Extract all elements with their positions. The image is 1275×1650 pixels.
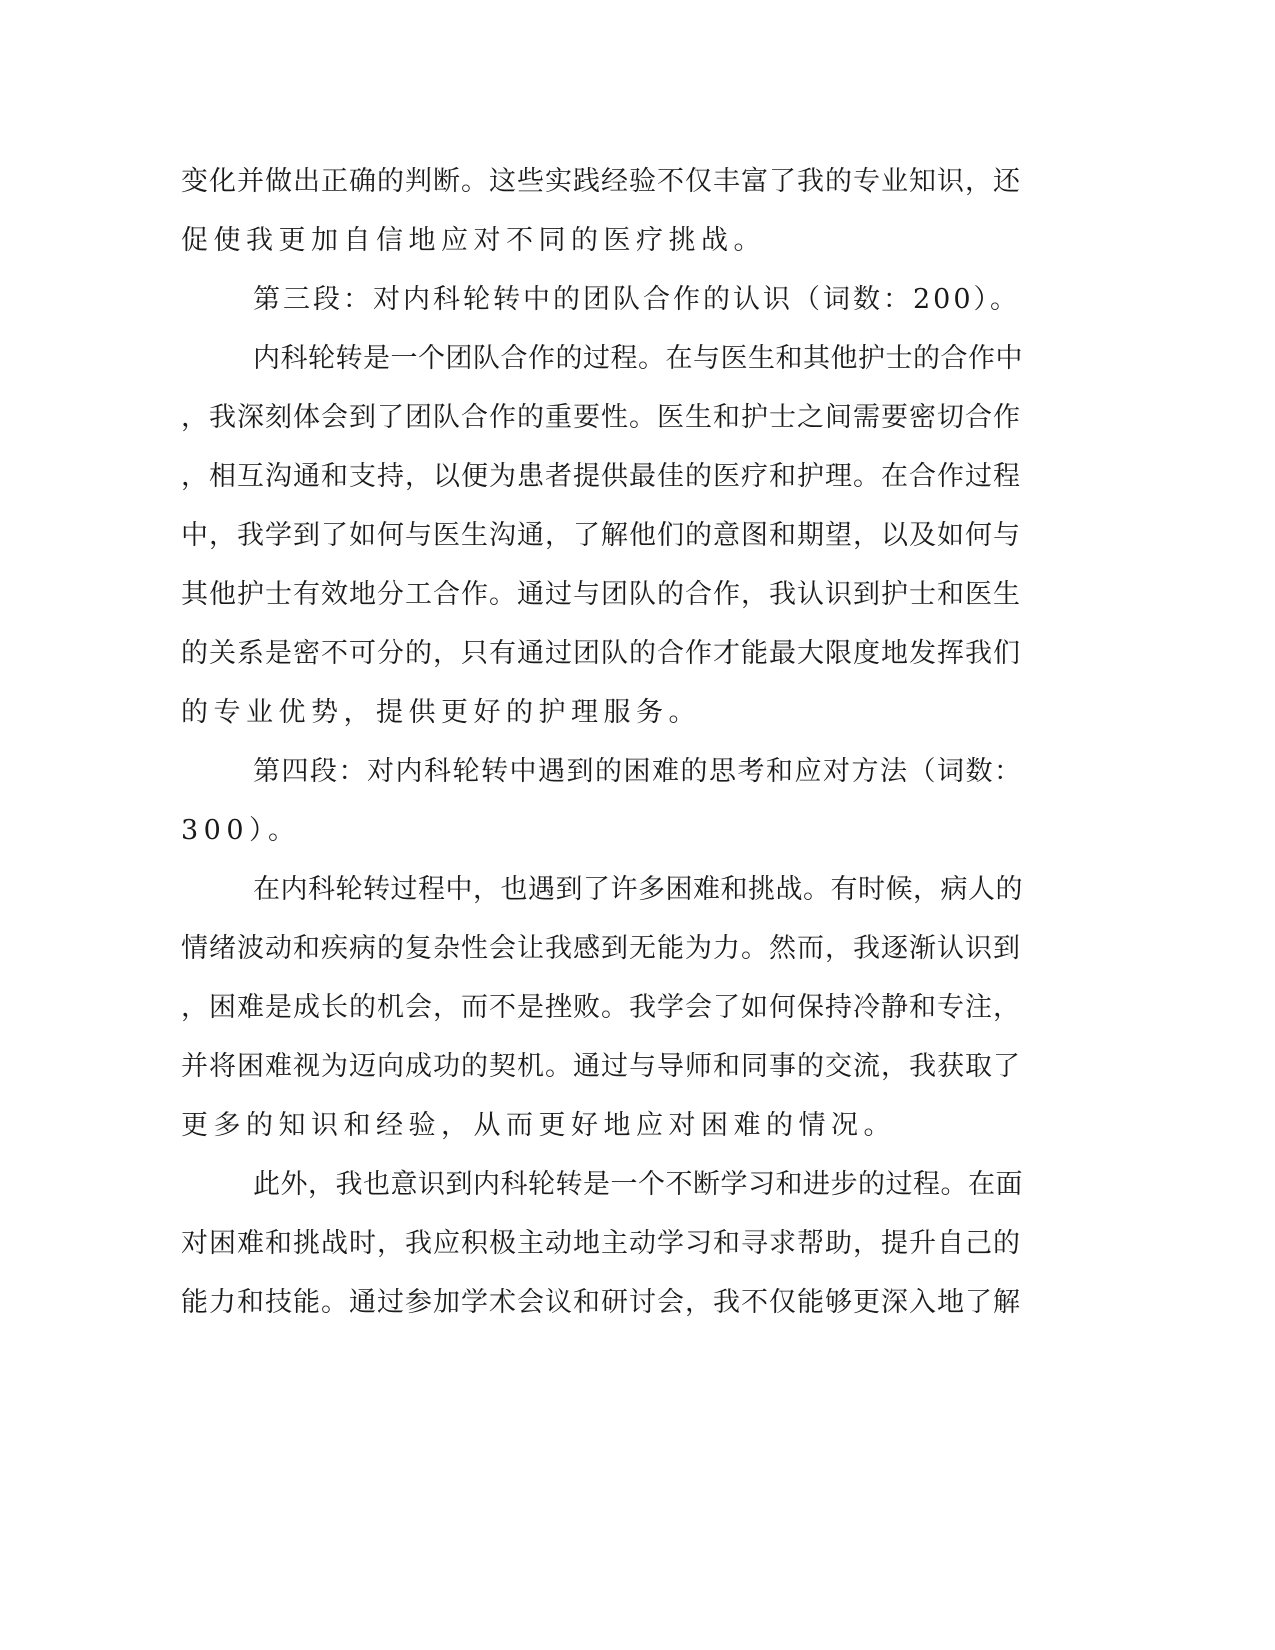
text-line: 的专业优势，提供更好的护理服务。 — [181, 697, 701, 728]
text-line: 中，我学到了如何与医生沟通，了解他们的意图和期望，以及如何与 — [181, 520, 1021, 551]
section-heading-4: 第四段：对内科轮转中遇到的困难的思考和应对方法（词数： — [253, 756, 1023, 787]
text-line: 此外，我也意识到内科轮转是一个不断学习和进步的过程。在面 — [253, 1169, 1023, 1200]
text-line: 并将困难视为迈向成功的契机。通过与导师和同事的交流，我获取了 — [181, 1051, 1021, 1082]
text-line: 在内科轮转过程中，也遇到了许多困难和挑战。有时候，病人的 — [253, 874, 1023, 905]
section-heading-4-cont: 300）。 — [181, 815, 301, 846]
text-line: ，相互沟通和支持，以便为患者提供最佳的医疗和护理。在合作过程 — [181, 461, 1021, 492]
text-line: 对困难和挑战时，我应积极主动地主动学习和寻求帮助，提升自己的 — [181, 1228, 1021, 1259]
text-line: 其他护士有效地分工合作。通过与团队的合作，我认识到护士和医生 — [181, 579, 1021, 610]
text-line: 促使我更加自信地应对不同的医疗挑战。 — [181, 225, 766, 256]
text-line: 内科轮转是一个团队合作的过程。在与医生和其他护士的合作中 — [253, 343, 1023, 374]
section-heading-3: 第三段：对内科轮转中的团队合作的认识（词数：200）。 — [253, 284, 1021, 315]
text-line: 更多的知识和经验，从而更好地应对困难的情况。 — [181, 1110, 896, 1141]
text-line: 情绪波动和疾病的复杂性会让我感到无能为力。然而，我逐渐认识到 — [181, 933, 1021, 964]
text-line: 变化并做出正确的判断。这些实践经验不仅丰富了我的专业知识，还 — [181, 166, 1021, 197]
text-line: ，困难是成长的机会，而不是挫败。我学会了如何保持冷静和专注， — [181, 992, 1021, 1023]
text-line: ，我深刻体会到了团队合作的重要性。医生和护士之间需要密切合作 — [181, 402, 1021, 433]
text-line: 的关系是密不可分的，只有通过团队的合作才能最大限度地发挥我们 — [181, 638, 1021, 669]
text-line: 能力和技能。通过参加学术会议和研讨会，我不仅能够更深入地了解 — [181, 1287, 1021, 1318]
